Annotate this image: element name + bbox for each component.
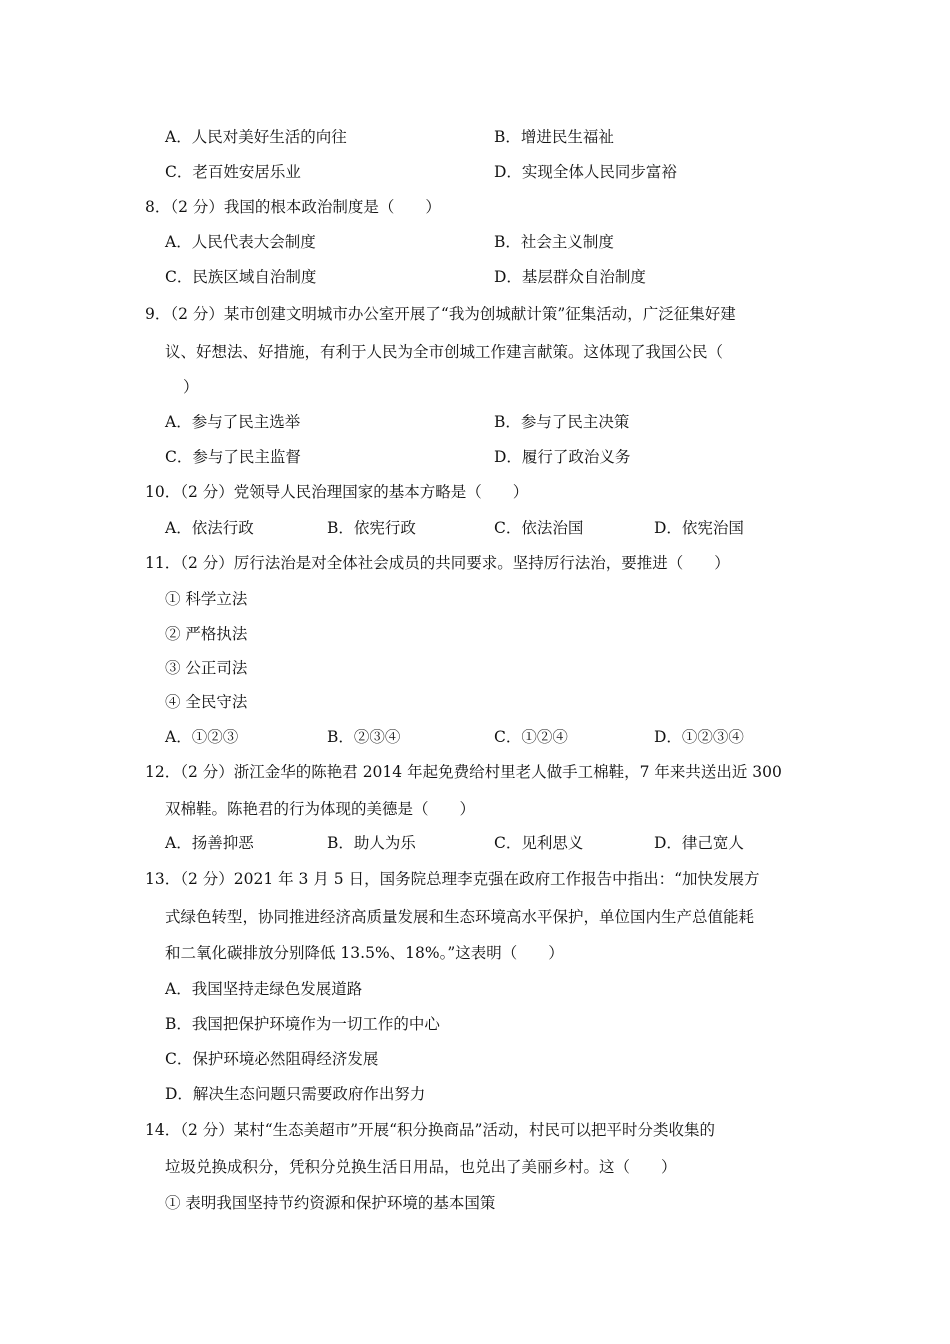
q9-option-c: C．参与了民主监督 [165, 448, 301, 466]
q9-stem-line-3: ） [183, 378, 199, 396]
q8-option-b: B．社会主义制度 [494, 233, 614, 251]
q9-option-d: D．履行了政治义务 [494, 448, 631, 466]
q7-option-d: D．实现全体人民同步富裕 [494, 163, 677, 181]
q10-option-d: D．依宪治国 [654, 519, 744, 537]
q13-stem-line-1: 13．（2 分）2021 年 3 月 5 日，国务院总理李克强在政府工作报告中指出：“加快发展方 [145, 870, 760, 888]
q13-option-a: A．我国坚持走绿色发展道路 [165, 980, 363, 998]
q7-option-b: B．增进民生福祉 [494, 128, 614, 146]
q11-option-d: D．①②③④ [654, 728, 744, 746]
q10-option-a: A．依法行政 [165, 519, 254, 537]
q12-stem-line-2: 双棉鞋。陈艳君的行为体现的美德是（ ） [165, 800, 476, 818]
q13-option-d: D．解决生态问题只需要政府作出努力 [165, 1085, 426, 1103]
q8-option-d: D．基层群众自治制度 [494, 268, 646, 286]
q8-option-a: A．人民代表大会制度 [165, 233, 316, 251]
q11-statement-4: ④ 全民守法 [165, 693, 248, 711]
q9-option-a: A．参与了民主选举 [165, 413, 301, 431]
q8-stem: 8．（2 分）我国的根本政治制度是（ ） [145, 198, 441, 216]
q7-option-c: C．老百姓安居乐业 [165, 163, 301, 181]
q11-statement-2: ② 严格执法 [165, 625, 248, 643]
q13-stem-line-2: 式绿色转型，协同推进经济高质量发展和生态环境高水平保护，单位国内生产总值能耗 [165, 908, 755, 926]
q13-stem-line-3: 和二氧化碳排放分别降低 13.5%、18%。”这表明（ ） [165, 944, 564, 962]
q9-stem-line-2: 议、好想法、好措施，有利于人民为全市创城工作建言献策。这体现了我国公民（ [165, 343, 724, 361]
q11-statement-1: ① 科学立法 [165, 590, 248, 608]
q11-option-b: B．②③④ [327, 728, 401, 746]
q11-option-a: A．①②③ [165, 728, 239, 746]
q12-stem-line-1: 12．（2 分）浙江金华的陈艳君 2014 年起免费给村里老人做手工棉鞋，7 年来共送出近 300 [145, 763, 782, 781]
q14-stem-line-1: 14．（2 分）某村“生态美超市”开展“积分换商品”活动，村民可以把平时分类收集的 [145, 1121, 715, 1139]
q11-statement-3: ③ 公正司法 [165, 659, 248, 677]
q11-option-c: C．①②④ [494, 728, 568, 746]
q7-option-a: A．人民对美好生活的向往 [165, 128, 347, 146]
q14-statement-1: ① 表明我国坚持节约资源和保护环境的基本国策 [165, 1194, 496, 1212]
q11-stem: 11．（2 分）厉行法治是对全体社会成员的共同要求。坚持厉行法治，要推进（ ） [145, 554, 730, 572]
q10-option-b: B．依宪行政 [327, 519, 416, 537]
q9-stem-line-1: 9．（2 分）某市创建文明城市办公室开展了“我为创城献计策”征集活动，广泛征集好建 [145, 305, 736, 323]
q12-option-d: D．律己宽人 [654, 834, 744, 852]
q10-option-c: C．依法治国 [494, 519, 584, 537]
q9-option-b: B．参与了民主决策 [494, 413, 630, 431]
q12-option-c: C．见利思义 [494, 834, 584, 852]
q13-option-c: C．保护环境必然阻碍经济发展 [165, 1050, 379, 1068]
q14-stem-line-2: 垃圾兑换成积分，凭积分兑换生活日用品，也兑出了美丽乡村。这（ ） [165, 1158, 677, 1176]
q8-option-c: C．民族区域自治制度 [165, 268, 317, 286]
q12-option-b: B．助人为乐 [327, 834, 416, 852]
q13-option-b: B．我国把保护环境作为一切工作的中心 [165, 1015, 440, 1033]
q10-stem: 10．（2 分）党领导人民治理国家的基本方略是（ ） [145, 483, 529, 501]
q12-option-a: A．扬善抑恶 [165, 834, 254, 852]
